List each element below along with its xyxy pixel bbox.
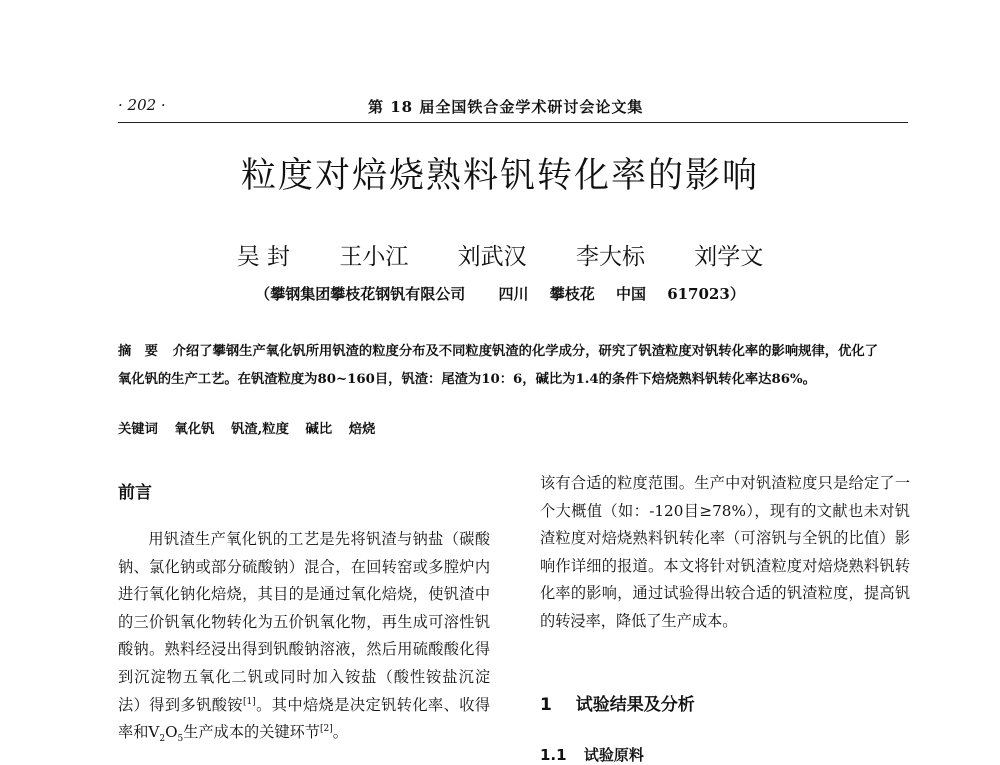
affiliation-province: 四川 <box>498 285 529 303</box>
preface-text-end: 。 <box>332 723 348 742</box>
affiliation-org: 攀钢集团攀枝花钢钒有限公司 <box>270 285 466 303</box>
affiliation-country: 中国 <box>615 285 646 303</box>
formula-sub-2: 2 <box>159 734 166 745</box>
affiliation-open-paren: （ <box>255 285 271 303</box>
author-2: 王小江 <box>339 244 409 270</box>
keyword-2: 钒渣,粒度 <box>231 422 289 437</box>
keyword-4: 焙烧 <box>348 422 376 437</box>
keywords <box>118 418 387 437</box>
affiliation-city: 攀枝花 <box>549 285 595 303</box>
subsection-number: 1.1 <box>540 746 567 764</box>
subsection-1-1-heading <box>540 744 644 765</box>
preface-text-1: 用钒渣生产氧化钒的工艺是先将钒渣与钠盐（碳酸钠、氯化钠或部分硫酸钠）混合，在回转窑或多膛炉内进行氧化钠化焙烧，其目的是通过氧化焙烧，使钒渣中的三价钒氧化物转化为五价钒氧化物，再生成可溶性钒酸钠。熟料经浸出得到钒酸钠溶液，然后用硫酸酸化得到沉淀物五氧化二钒或同时加入铵盐（酸性铵盐沉淀法）得到多钒酸铵 <box>118 530 490 714</box>
subsection-title: 试验原料 <box>583 746 644 764</box>
formula-sub-5: 5 <box>177 734 184 745</box>
abstract-label: 摘 要 <box>118 344 158 359</box>
affiliation-zip: 617023 <box>667 285 730 303</box>
author-3: 刘武汉 <box>457 244 527 270</box>
right-column <box>540 470 910 636</box>
preface-paragraph <box>118 526 490 747</box>
continued-paragraph: 该有合适的粒度范围。生产中对钒渣粒度只是给定了一个大概值（如：-120目≥78%），现有的文献也未对钒渣粒度对焙烧熟料钒转化率（可溶钒与全钒的比值）影响作详细的报道。本文将针对钒渣粒度对焙烧熟料钒转化率的影响，通过试验得出较合适的钒渣粒度，提高钒的转浸率，降低了生产成本。 <box>540 474 910 630</box>
paper-title: 粒度对焙烧熟料钒转化率的影响 <box>240 156 759 196</box>
running-header <box>118 96 908 123</box>
affiliation-close-paren: ） <box>729 285 745 303</box>
section-1-number: 1 <box>540 695 552 715</box>
affiliation <box>0 283 1000 304</box>
citation-2: [2] <box>319 724 333 735</box>
preface-text-3: 生产成本的关键环节 <box>183 723 320 742</box>
formula-oxygen: O <box>165 723 178 742</box>
preface-heading: 前言 <box>118 483 152 503</box>
preface-text-2: 。其中焙烧是决定钒转化率、收得率和V <box>118 695 490 742</box>
author-1: 吴 封 <box>236 244 291 270</box>
keywords-label: 关键词 <box>118 422 158 437</box>
author-4: 李大标 <box>575 244 645 270</box>
left-column <box>118 526 490 760</box>
abstract-text: 介绍了攀钢生产氧化钒所用钒渣的粒度分布及不同粒度钒渣的化学成分，研究了钒渣粒度对钒转化率的影响规律，优化了氧化钒的生产工艺。在钒渣粒度为80~160目，钒渣：尾渣为10：6，碱比为1.4的条件下焙烧熟料钒转化率达86%。 <box>118 344 879 387</box>
keyword-3: 碱比 <box>305 422 333 437</box>
author-5: 刘学文 <box>694 244 764 270</box>
section-1-title: 试验结果及分析 <box>575 695 695 715</box>
journal-title: 第 18 届全国铁合金学术研讨会论文集 <box>368 98 644 116</box>
citation-1: [1] <box>242 696 256 707</box>
author-list <box>0 238 1000 271</box>
page-number: · 202 · <box>118 96 166 114</box>
abstract <box>118 338 878 394</box>
keyword-1: 氧化钒 <box>174 422 215 437</box>
section-1-heading <box>540 690 695 715</box>
